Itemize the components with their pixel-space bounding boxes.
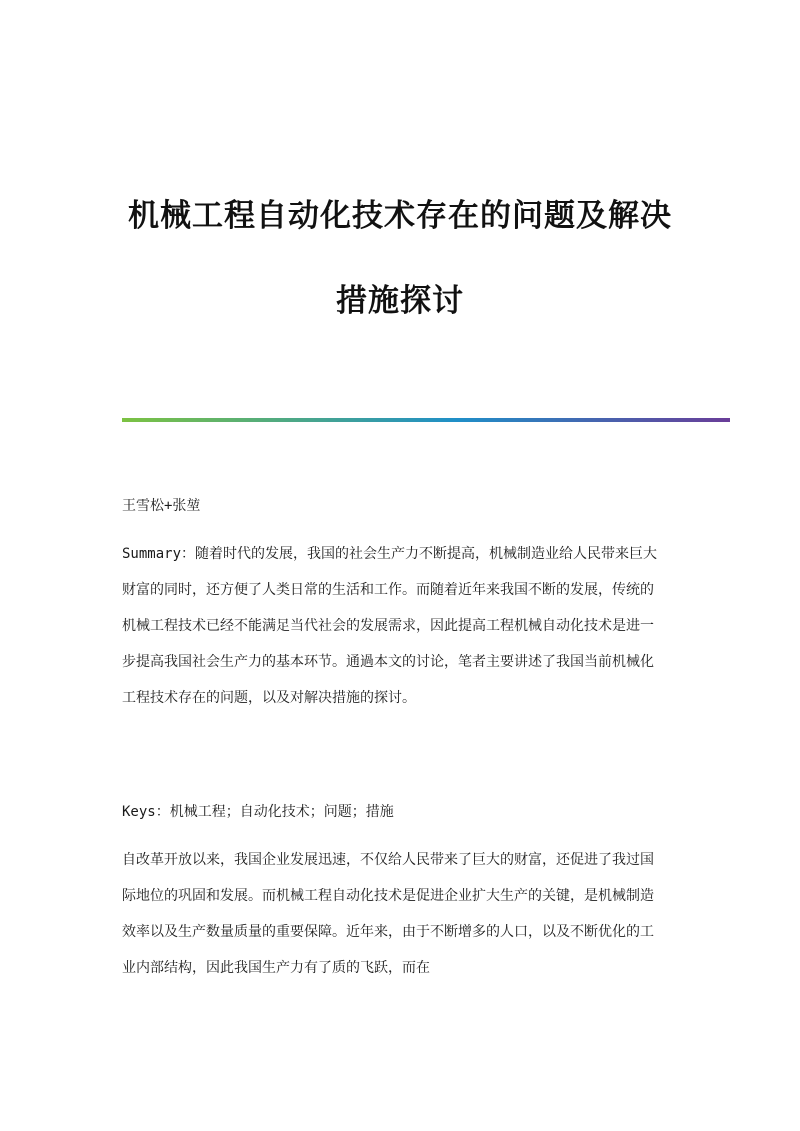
keywords <box>122 794 662 830</box>
document-title-line-1: 机械工程自动化技术存在的问题及解决 <box>128 198 672 234</box>
summary-text: 随着时代的发展，我国的社会生产力不断提高，机械制造业给人民带来巨大财富的同时，还方便了人类日常的生活和工作。而随着近年来我国不断的发展，传统的机械工程技术已经不能满足当代社会的发展需求，因此提高工程机械自动化技术是进一步提高我国社会生产力的基本环节。通過本文的讨论，笔者主要讲述了我国当前机械化工程技术存在的问题，以及对解决措施的探讨。 <box>122 546 658 706</box>
document-title-line-2: 措施探讨 <box>336 283 464 319</box>
authors: 王雪松+张堃 <box>122 498 201 514</box>
summary-label: Summary： <box>122 546 196 562</box>
keys-text: 机械工程；自动化技术；问题；措施 <box>169 804 394 820</box>
keys-label: Keys： <box>122 804 170 820</box>
body-paragraph: 自改革开放以来，我国企业发展迅速，不仅给人民带来了巨大的财富，还促进了我过国际地位的巩固和发展。而机械工程自动化技术是促进企业扩大生产的关键，是机械制造效率以及生产数量质量的重要保障。近年来，由于不断增多的人口，以及不断优化的工业内部结构，因此我国生产力有了质的飞跃，而在 <box>122 852 654 976</box>
summary <box>122 536 662 716</box>
gradient-divider <box>122 418 730 422</box>
